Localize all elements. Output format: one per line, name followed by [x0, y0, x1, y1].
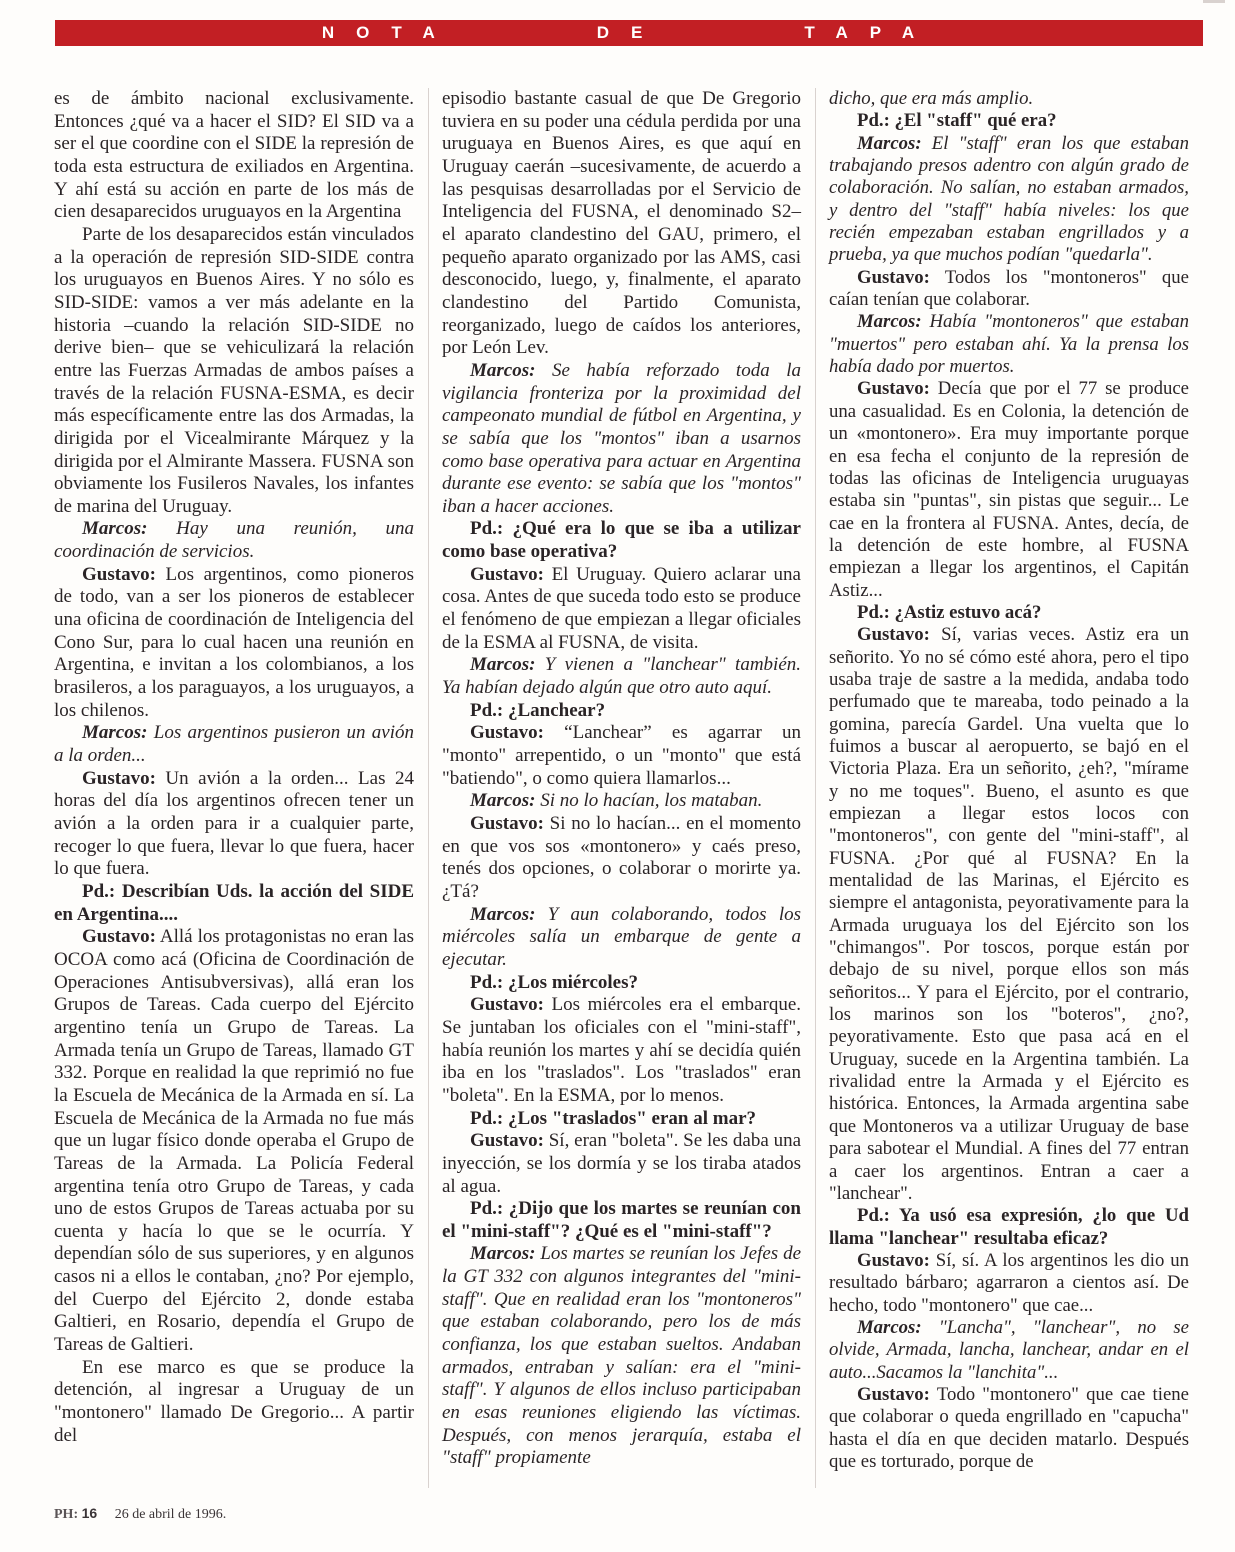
page-number: 16 [81, 1505, 98, 1521]
answer-text: Sí, varias veces. Astiz era un señorito. Yo no sé cómo esté ahora, pero el tipo usaba traje de sastre a la medida, andaba todo perfumado que te mareaba, todo peinado a la gomina, parecía Gardel. Una vuelta que lo fuimos a buscar al aeropuerto, se bajó en el Victoria Plaza. Era un señorito, ¿eh?, "mírame y no me toques". Bueno, el asunto es que empiezan a llegar estos locos con "montoneros", con gente del "mini-staff", al FUSNA. ¿Por qué al FUSNA? En la mentalidad de las Marinas, el Ejército es siempre el antagonista, peyorativamente para la Armada uruguaya los del Ejército son los "chimangos". Por toscos, porque están por debajo de su nivel, porque ellos son más señoritos... Y para el Ejército, por el contrario, los marinos son los "boteros", ¿no?, peyorativamente. Esto que pasa acá en el Uruguay, sucede en la Argentina también. La rivalidad entre la Armada y el Ejército es histórica. Entonces, la Armada argentina sabe que Montoneros va a utilizar Uruguay de base para sabotear el Mundial. A fines del 77 entran a caer los argentinos. Entran a caer a "lanchear". [829, 624, 1189, 1204]
answer-text: El Uruguay. Quiero aclarar una cosa. Antes de que suceda todo esto se produce el fenómeno de que empiezan a llegar oficiales de la ESMA al FUSNA, de visita. [442, 563, 801, 653]
answer-marcos [829, 1317, 1189, 1384]
speaker-label: Gustavo: [82, 767, 156, 789]
answer-gustavo [829, 267, 1189, 312]
speaker-label: Gustavo: [470, 722, 544, 744]
answer-text: Había "montoneros" que estaban "muertos" pero estaban ahí. Ya la prensa los había dado por muertos. [829, 311, 1190, 378]
answer-gustavo [54, 926, 414, 1356]
article-column-3 [829, 88, 1189, 1473]
speaker-label: Marcos: [857, 311, 922, 333]
answer-text: Y aun colaborando, todos los miércoles salía un embarque de gente a ejecutar. [442, 903, 801, 970]
header-word: NOTA [321, 23, 457, 42]
answer-text: "Lancha", "lanchear", no se olvide, Armada, lancha, lanchear, andar en el auto...Sacamos la "lanchita"... [829, 1316, 1190, 1383]
answer-text: Todo "montonero" que cae tiene que colaborar o queda engrillado en "capucha" hasta el día en que deciden matarlo. Después que es torturado, porque de [829, 1383, 1189, 1472]
speaker-label: Gustavo: [470, 563, 544, 585]
paragraph: En ese marco es que se produce la detención, al ingresar a Uruguay de un "montonero" llamado De Gregorio... A partir del [54, 1356, 414, 1446]
answer-text: Los miércoles era el embarque. Se juntaban los oficiales con el "mini-staff", había reunión los martes y ahí se decidía quién iba en los "traslados". Los "traslados" eran "boleta". En la ESMA, por lo menos. [442, 994, 802, 1106]
paragraph: episodio bastante casual de que De Gregorio tuviera en su poder una cédula perdida por una uruguaya en Buenos Aires, es que aquí en Uruguay caerán –sucesivamente, de acuerdo a las pesquisas desarrolladas por el Servicio de Inteligencia del FUSNA, el denominado S2– el aparato clandestino del GAU, primero, el pequeño aparato organizado por las AMS, casi desconocido, luego, y, finalmente, el aparato clandestino del Partido Comunista, reorganizado, luego de caídos los anteriores, por León Lev. [442, 88, 801, 359]
answer-marcos [54, 722, 414, 767]
speaker-label: Marcos: [470, 790, 536, 812]
column-divider [428, 88, 429, 1488]
speaker-label: Marcos: [470, 654, 536, 676]
answer-marcos [442, 904, 801, 972]
speaker-label: Gustavo: [470, 1130, 544, 1152]
answer-continuation [829, 88, 1189, 110]
speaker-label: Marcos: [470, 1243, 536, 1265]
speaker-label: Gustavo: [857, 1249, 930, 1271]
answer-text: dicho, que era más amplio. [829, 88, 1034, 109]
interview-question: Pd.: ¿Astiz estuvo acá? [857, 601, 1042, 623]
interview-question: Pd.: Describían Uds. la acción del SIDE en Argentina.... [54, 880, 414, 925]
corner-rule [1203, 0, 1225, 3]
header-word: DE [596, 23, 665, 42]
answer-gustavo [442, 722, 801, 790]
answer-text: Hay una reunión, una coordinación de servicios. [54, 518, 414, 563]
speaker-label: Marcos: [470, 359, 536, 381]
answer-marcos [442, 1243, 801, 1470]
answer-text: Sí, sí. A los argentinos les dio un resultado bárbaro; agarraron a cientos así. De hecho, todo "montonero" que cae... [829, 1249, 1189, 1316]
interview-question: Pd.: ¿Lanchear? [470, 699, 606, 721]
paragraph: es de ámbito nacional exclusivamente. Entonces ¿qué va a hacer el SID? El SID va a ser el que coordine con el SIDE la represión de toda esta estructura de exiliados en Argentina. Y ahí está su acción en parte de los más de cien desaparecidos uruguayos en la Argentina [54, 88, 414, 223]
speaker-label: Gustavo: [470, 994, 544, 1016]
answer-marcos [829, 133, 1189, 267]
answer-text: Se había reforzado toda la vigilancia fronteriza por la proximidad del campeonato mundial de fútbol en Argentina, y se sabía que los "montos" iban a usarnos como base operativa para actuar en Argentina durante ese evento: se sabía que los "montos" iban a hacer acciones. [442, 359, 801, 517]
answer-marcos [442, 360, 801, 519]
answer-text: Sí, eran "boleta". Se les daba una inyección, se los dormía y se los tiraba atados al agua. [442, 1130, 802, 1197]
speaker-label: Gustavo: [857, 624, 930, 646]
issue-date: 26 de abril de 1996. [114, 1507, 227, 1522]
answer-text: Allá los protagonistas no eran las OCOA como acá (Oficina de Coordinación de Operaciones Antisubversivas), allá eran los Grupos de Tareas. Cada cuerpo del Ejército argentino tenía un Grupo de Tareas. La Armada tenía un Grupo de Tareas, llamado GT 332. Porque en realidad la que reprimió no fue la Escuela de Mecánica de la Armada en sí. La Escuela de Mecánica de la Armada no fue más que un lugar físico donde operaba el Grupo de Tareas de la Armada. La Policía Federal argentina tenía otro Grupo de Tareas, y cada uno de estos Grupos de Tareas actuaba por su cuenta y hacía lo que se le ocurría. Y dependían sólo de sus superiores, y en algunos casos ni a ellos le contaban, ¿no? Por ejemplo, del Cuerpo del Ejército 2, donde estaba Galtieri, en Rosario, dependía el Grupo de Tareas de Galtieri. [54, 926, 414, 1356]
speaker-label: Gustavo: [470, 813, 544, 834]
answer-gustavo [829, 624, 1189, 1205]
answer-text: Los argentinos pusieron un avión a la orden... [54, 722, 415, 767]
answer-marcos [829, 311, 1189, 378]
speaker-label: Gustavo: [82, 926, 156, 948]
answer-marcos [54, 518, 414, 563]
answer-text: Y vienen a "lanchear" también. Ya habían dejado algún que otro auto aquí. [442, 654, 802, 699]
speaker-label: Marcos: [857, 1316, 922, 1338]
answer-gustavo [829, 378, 1189, 601]
interview-question: Pd.: Ya usó esa expresión, ¿lo que Ud llama "lanchear" resultaba eficaz? [829, 1205, 1189, 1249]
answer-text: Los argentinos, como pioneros de todo, van a ser los pioneros de establecer una oficina de coordinación de Inteligencia del Cono Sur, para lo cual hacen una reunión en Argentina, e invitan a los colombianos, a los brasileros, a los paraguayos, a los uruguayos, a los chilenos. [54, 563, 415, 721]
answer-gustavo [442, 564, 801, 655]
speaker-label: Gustavo: [857, 378, 930, 400]
page-footer [54, 1505, 226, 1523]
section-header-bar [55, 20, 1203, 46]
interview-question: Pd.: ¿El "staff" qué era? [857, 110, 1057, 132]
answer-marcos [442, 790, 801, 813]
answer-gustavo [442, 1130, 801, 1198]
paragraph: Parte de los desaparecidos están vinculados a la operación de represión SID-SIDE contra los uruguayos en Buenos Aires. Y no sólo es SID-SIDE: vamos a ver más adelante en la historia –cuando la relación SID-SIDE no derive bien– que se vehiculizará la relación entre las Fuerzas Armadas de ambos países a través de la relación FUSNA-ESMA, es decir más específicamente entre las dos Armadas, la dirigida por el Vicealmirante Márquez y la dirigida por el Almirante Massera. FUSNA son obviamente los Fusileros Navales, los infantes de marina del Uruguay. [54, 223, 414, 517]
article-column-2 [442, 88, 801, 1470]
answer-text: Un avión a la orden... Las 24 horas del día los argentinos ofrecen tener un avión a la orden para ir a cualquier parte, recoger lo que fuera, llevar lo que fuera, hacer lo que fuera. [54, 767, 414, 880]
answer-text: Decía que por el 77 se produce una casualidad. Es en Colonia, la detención de un «montonero». Era muy importante porque en esa fecha el conjunto de la represión de todas las oficinas de Inteligencia uruguayas estaba sin "puntas", sin pistas que seguir... Le cae en la frontera al FUSNA. Antes, decía, de la detención de este hombre, al FUSNA empiezan a llegar los argentinos, el Capitán Astiz... [829, 378, 1189, 601]
answer-gustavo [54, 768, 414, 881]
magazine-brand: PH: [54, 1507, 79, 1522]
speaker-label: Gustavo: [82, 563, 156, 585]
answer-text: El "staff" eran los que estaban trabajando presos adentro con algún grado de colaboración. No salían, no estaban armados, y dentro del "staff" había niveles: los que recién empezaban estaban engrillados y a prueba, ya que muchos podían "quedarla". [829, 132, 1189, 266]
speaker-label: Marcos: [857, 132, 922, 154]
answer-text: Si no lo hacían... en el momento en que vos sos «montonero» y caés preso, tenés dos opciones, o colaborar o morirte ya. ¿Tá? [442, 813, 801, 902]
speaker-label: Marcos: [82, 518, 148, 540]
interview-question: Pd.: ¿Qué era lo que se iba a utilizar como base operativa? [442, 518, 801, 563]
answer-text: Los martes se reunían los Jefes de la GT 332 con algunos integrantes del "mini-staff". Que en realidad eran los "montoneros" que estaban colaborando, pero los de más confianza, los que estaban sueltos. Andaban armados, entraban y salían: era el "mini-staff". Y algunos de ellos incluso participaban en esas reuniones eligiendo las víctimas. Después, con menos jerarquía, estaba el "staff" propiamente [442, 1243, 801, 1469]
article-column-1 [54, 88, 414, 1447]
interview-question: Pd.: ¿Los miércoles? [470, 971, 638, 993]
header-word: TAPA [804, 23, 937, 42]
answer-gustavo [442, 813, 801, 904]
interview-question: Pd.: ¿Los "traslados" eran al mar? [470, 1107, 757, 1129]
speaker-label: Marcos: [82, 722, 148, 744]
answer-marcos [442, 654, 801, 699]
speaker-label: Gustavo: [857, 1383, 930, 1405]
answer-gustavo [442, 994, 801, 1107]
answer-gustavo [829, 1384, 1189, 1473]
column-divider [815, 88, 816, 1488]
answer-text: Si no lo hacían, los mataban. [540, 790, 763, 812]
speaker-label: Marcos: [470, 903, 536, 925]
answer-gustavo [829, 1250, 1189, 1317]
speaker-label: Gustavo: [857, 266, 930, 288]
interview-question: Pd.: ¿Dijo que los martes se reunían con el "mini-staff"? ¿Qué es el "mini-staff"? [442, 1198, 801, 1242]
answer-gustavo [54, 564, 414, 723]
answer-text: “Lanchear” es agarrar un "monto" arrepentido, o un "monto" que está "batiendo", o como quiera llamarlos... [442, 722, 802, 789]
answer-text: Todos los "montoneros" que caían tenían que colaborar. [829, 266, 1190, 311]
